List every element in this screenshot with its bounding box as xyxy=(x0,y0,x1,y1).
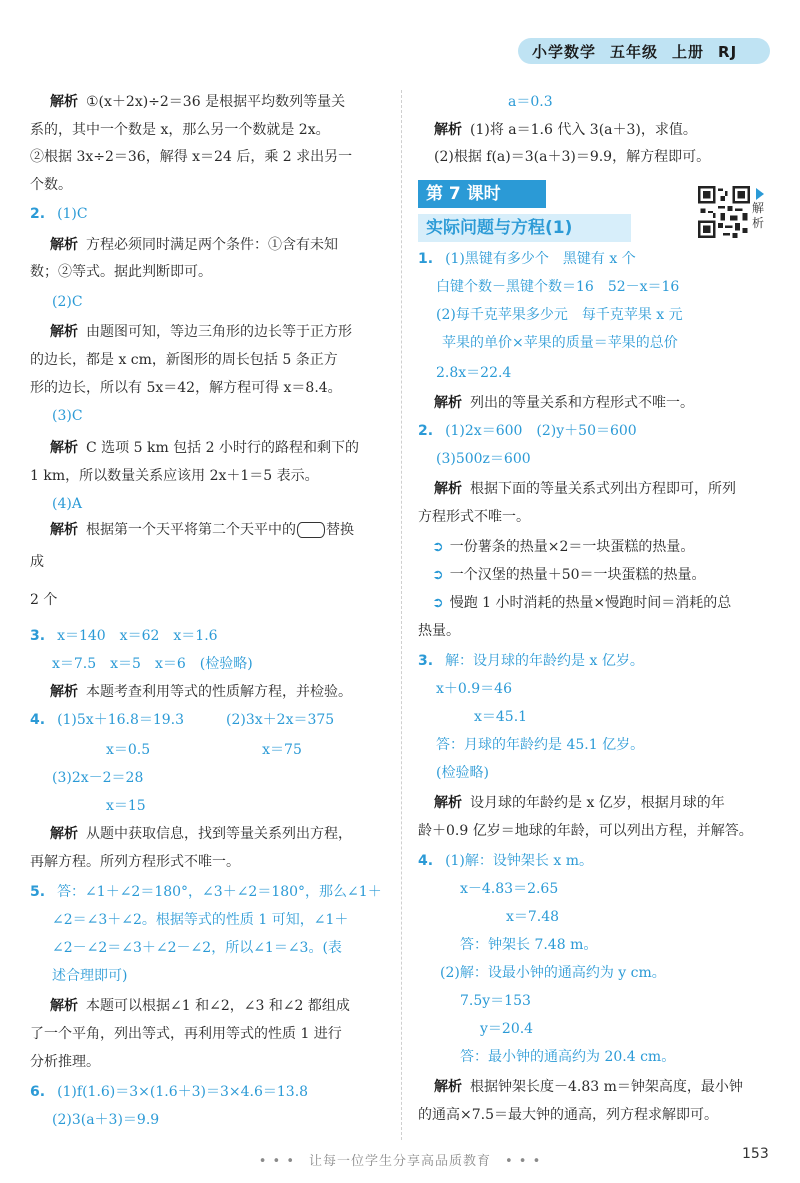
analysis-text-line: 个数。 xyxy=(30,177,72,193)
analysis-label: 解析 xyxy=(434,1079,462,1095)
analysis-text: (1)将 a＝1.6 代入 3(a＋3)，求值。 xyxy=(470,122,697,138)
analysis-label: 解析 xyxy=(50,237,78,253)
analysis-text-line: 的边长，都是 x cm，新图形的周长包括 5 条正方 xyxy=(30,352,338,368)
analysis-line xyxy=(434,120,697,140)
answer-line: (3)500z＝600 xyxy=(436,451,531,467)
analysis-line xyxy=(434,393,694,413)
arrow-icon: ➲ xyxy=(432,595,444,611)
answer-line: x＝45.1 xyxy=(474,709,528,725)
question-answer-line xyxy=(30,1082,308,1102)
answer-line: (2)3(a＋3)＝9.9 xyxy=(52,1112,160,1128)
question-answer-line xyxy=(418,651,644,671)
answer-line: a＝0.3 xyxy=(508,94,553,110)
answer-text: x＝140 x＝62 x＝1.6 xyxy=(57,628,218,644)
analysis-label: 解析 xyxy=(434,795,462,811)
question-number: 2. xyxy=(418,423,434,439)
answer-line: ∠2－∠2＝∠3＋∠2－∠2，所以∠1＝∠3。(表 xyxy=(52,940,342,956)
analysis-label: 解析 xyxy=(434,395,462,411)
question-number: 5. xyxy=(30,884,46,900)
answer-line: 2.8x＝22.4 xyxy=(436,365,512,381)
analysis-line xyxy=(50,682,352,702)
balance-text: 替换 xyxy=(326,522,354,538)
analysis-text: 设月球的年龄约是 x 亿岁，根据月球的年 xyxy=(470,795,725,811)
answer-line: x－4.83＝2.65 xyxy=(460,881,559,897)
bullet-line xyxy=(432,565,706,585)
question-answer-line xyxy=(30,882,382,902)
analysis-line xyxy=(50,322,352,342)
bullet-text: 慢跑 1 小时消耗的热量×慢跑时间＝消耗的总 xyxy=(449,595,732,611)
analysis-line xyxy=(434,479,736,499)
answer-line: 答：钟架长 7.48 m。 xyxy=(460,937,598,953)
answer-line: (3)C xyxy=(52,408,83,424)
analysis-line xyxy=(434,1077,743,1097)
analysis-text-line: 热量。 xyxy=(418,623,460,639)
answer-line: (2)每千克苹果多少元 每千克苹果 x 元 xyxy=(436,307,683,323)
book-header xyxy=(532,41,751,62)
analysis-label: 解析 xyxy=(50,826,78,842)
lesson-subtitle: 实际问题与方程(1) xyxy=(418,214,631,242)
question-answer-line xyxy=(418,249,636,269)
answer-text: (1)2x＝600 (2)y＋50＝600 xyxy=(445,423,637,439)
analysis-text-line: 了一个平角，列出等式，再利用等式的性质 1 进行 xyxy=(30,1026,342,1042)
analysis-text: 列出的等量关系和方程形式不唯一。 xyxy=(470,395,694,411)
analysis-text-line: 形的边长，所以有 5x＝42，解方程可得 x＝8.4。 xyxy=(30,380,342,396)
header-edition: RJ xyxy=(718,43,738,61)
lesson-title: 第 7 课时 xyxy=(418,180,546,208)
analysis-text-line: 2 个 xyxy=(30,592,58,608)
answer-line: (2)C xyxy=(52,294,83,310)
answer-line: (2)解：设最小钟的通高约为 y cm。 xyxy=(440,965,666,981)
analysis-text: 方程必须同时满足两个条件：①含有未知 xyxy=(86,237,338,253)
analysis-text: 根据下面的等量关系式列出方程即可，所列 xyxy=(470,481,736,497)
analysis-text-line: 成 xyxy=(30,554,44,570)
column-divider xyxy=(401,90,402,1140)
analysis-text: 本题考查利用等式的性质解方程，并检验。 xyxy=(86,684,352,700)
answer-line: 述合理即可) xyxy=(52,968,128,984)
analysis-line xyxy=(434,793,725,813)
question-answer-line xyxy=(30,204,88,224)
header-grade: 五年级 xyxy=(610,43,659,61)
answer-text: (1)解：设钟架长 x m。 xyxy=(445,853,593,869)
analysis-text-line: 再解方程。所列方程形式不唯一。 xyxy=(30,854,240,870)
answer-text: (1)f(1.6)＝3×(1.6＋3)＝3×4.6＝13.8 xyxy=(57,1084,309,1100)
analysis-label: 解析 xyxy=(50,94,78,110)
question-answer-line xyxy=(418,421,637,441)
answer-text: 答：∠1＋∠2＝180°，∠3＋∠2＝180°，那么∠1＋ xyxy=(57,884,382,900)
answer-line: 白键个数－黑键个数＝16 52－x＝16 xyxy=(436,279,680,295)
question-answer-line xyxy=(30,626,218,646)
answer-line: y＝20.4 xyxy=(480,1021,534,1037)
answer-line: 答：月球的年龄约是 45.1 亿岁。 xyxy=(436,737,645,753)
analysis-text-line: 1 km，所以数量关系应该用 2x＋1＝5 表示。 xyxy=(30,468,319,484)
analysis-text: 根据第一个天平将第二个天平中的 xyxy=(86,522,296,538)
analysis-text-line: 系的，其中一个数是 x，那么另一个数就是 2x。 xyxy=(30,122,330,138)
analysis-text-line: 数；②等式。据此判断即可。 xyxy=(30,264,212,280)
answer-line: x＋0.9＝46 xyxy=(436,681,512,697)
footer-slogan: • • • 让每一位学生分享高品质教育 • • • xyxy=(258,1154,542,1169)
answer-line: 苹果的单价×苹果的质量＝苹果的总价 xyxy=(442,335,678,351)
question-number: 3. xyxy=(30,628,46,644)
bullet-line xyxy=(432,593,731,613)
analysis-label: 解析 xyxy=(50,684,78,700)
analysis-text: 本题可以根据∠1 和∠2，∠3 和∠2 都组成 xyxy=(86,998,350,1014)
header-volume: 上册 xyxy=(672,43,705,61)
cylinder-lying-icon xyxy=(297,522,325,538)
page-number: 153 xyxy=(742,1146,769,1162)
answer-line: x＝15 xyxy=(106,798,146,814)
analysis-label: 解析 xyxy=(434,481,462,497)
analysis-text-line: (2)根据 f(a)＝3(a＋3)＝9.9，解方程即可。 xyxy=(434,149,711,165)
question-answer-line xyxy=(30,710,334,730)
analysis-line xyxy=(50,824,352,844)
analysis-text: ①(x＋2x)÷2＝36 是根据平均数列等量关 xyxy=(86,94,346,110)
analysis-label: 解析 xyxy=(50,324,78,340)
analysis-text-line: 的通高×7.5＝最大钟的通高，列方程求解即可。 xyxy=(418,1107,718,1123)
qr-code-icon[interactable] xyxy=(698,186,750,238)
answer-line: (4)A xyxy=(52,496,82,512)
analysis-line xyxy=(50,520,354,540)
analysis-line xyxy=(50,996,350,1016)
analysis-text: 根据钟架长度－4.83 m＝钟架高度，最小钟 xyxy=(470,1079,743,1095)
answer-line: x＝7.5 x＝5 x＝6 (检验略) xyxy=(52,656,253,672)
answer-line: (检验略) xyxy=(436,765,489,781)
arrow-icon: ➲ xyxy=(432,539,444,555)
analysis-text: C 选项 5 km 包括 2 小时行的路程和剩下的 xyxy=(86,440,359,456)
answer-line: (3)2x－2＝28 xyxy=(52,770,144,786)
answer-line: ∠2＝∠3＋∠2。根据等式的性质 1 可知，∠1＋ xyxy=(52,912,349,928)
analysis-line xyxy=(50,438,359,458)
answer-text: (1)5x＋16.8＝19.3 (2)3x＋2x＝375 xyxy=(57,712,335,728)
analysis-label: 解析 xyxy=(50,998,78,1014)
qr-label: 解析 xyxy=(752,201,765,230)
bullet-text: 一个汉堡的热量＋50＝一块蛋糕的热量。 xyxy=(449,567,706,583)
analysis-line xyxy=(50,92,345,112)
bullet-line xyxy=(432,537,694,557)
analysis-label: 解析 xyxy=(50,440,78,456)
answer-line: x＝7.48 xyxy=(506,909,560,925)
bullet-text: 一份薯条的热量×2＝一块蛋糕的热量。 xyxy=(449,539,695,555)
answer-line: 答：最小钟的通高约为 20.4 cm。 xyxy=(460,1049,676,1065)
question-number: 2. xyxy=(30,206,46,222)
analysis-label: 解析 xyxy=(434,122,462,138)
play-icon[interactable] xyxy=(756,188,764,200)
question-answer-line xyxy=(418,851,593,871)
answer-line: x＝0.5 x＝75 xyxy=(106,742,302,758)
question-number: 1. xyxy=(418,251,434,267)
analysis-text: 由题图可知，等边三角形的边长等于正方形 xyxy=(86,324,352,340)
question-number: 6. xyxy=(30,1084,46,1100)
question-number: 4. xyxy=(30,712,46,728)
arrow-icon: ➲ xyxy=(432,567,444,583)
analysis-label: 解析 xyxy=(50,522,78,538)
answer-line: 7.5y＝153 xyxy=(460,993,531,1009)
analysis-text-line: 方程形式不唯一。 xyxy=(418,509,530,525)
analysis-text-line: 分析推理。 xyxy=(30,1054,100,1070)
analysis-text: 从题中获取信息，找到等量关系列出方程， xyxy=(86,826,352,842)
answer-text: 解：设月球的年龄约是 x 亿岁。 xyxy=(445,653,644,669)
answer-text: (1)黑键有多少个 黑键有 x 个 xyxy=(445,251,636,267)
analysis-line xyxy=(50,235,338,255)
analysis-text-line: 龄＋0.9 亿岁＝地球的年龄，可以列出方程，并解答。 xyxy=(418,823,753,839)
question-number: 4. xyxy=(418,853,434,869)
answer-text: (1)C xyxy=(57,206,88,222)
header-subject: 小学数学 xyxy=(532,43,597,61)
question-number: 3. xyxy=(418,653,434,669)
analysis-text-line: ②根据 3x÷2＝36，解得 x＝24 后，乘 2 求出另一 xyxy=(30,149,353,165)
